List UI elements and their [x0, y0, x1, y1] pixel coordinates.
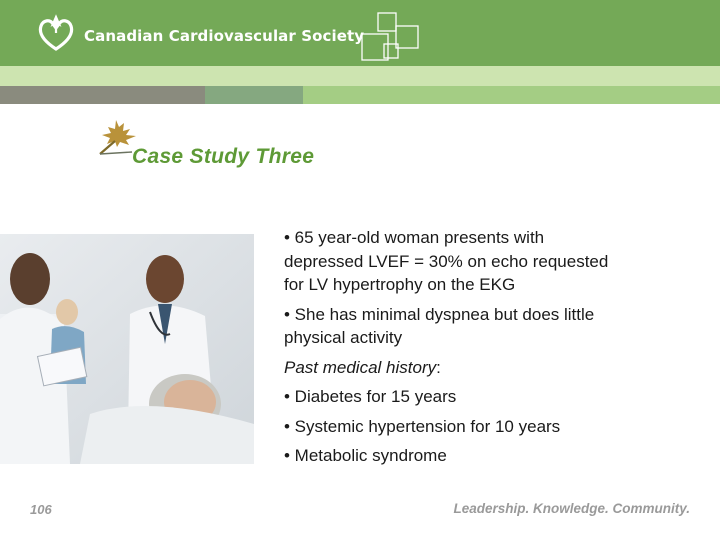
color-bar-gray — [0, 86, 205, 104]
bullet-line: physical activity — [284, 328, 403, 347]
org-name: Canadian Cardiovascular Society — [84, 27, 365, 45]
heart-leaf-logo-icon — [36, 14, 76, 54]
footer-tagline: Leadership. Knowledge. Community. — [453, 501, 690, 516]
overlapping-squares-icon — [356, 10, 426, 64]
header-band — [0, 0, 720, 66]
bullet-line: • Systemic hypertension for 10 years — [284, 416, 561, 436]
bullet-line: • 65 year-old woman presents with — [284, 228, 545, 247]
case-details — [284, 226, 694, 468]
page-number: 106 — [30, 502, 52, 517]
color-bar-sage — [205, 86, 303, 104]
bullet-line: • Metabolic syndrome — [284, 446, 447, 465]
history-heading — [284, 356, 694, 380]
bullet-line: • She has minimal dyspnea but does little — [284, 304, 595, 324]
color-bar-green — [303, 86, 720, 104]
color-bar-row — [0, 86, 720, 104]
history-heading-colon: : — [436, 357, 441, 377]
header-stripe — [0, 66, 720, 86]
bullet-line: • Diabetes for 15 years — [284, 387, 457, 406]
slide-title: Case Study Three — [132, 145, 315, 168]
clinicians-with-patient-photo — [0, 234, 254, 464]
bullet-line: for LV hypertrophy on the EKG — [284, 275, 516, 294]
history-heading-text: Past medical history — [284, 357, 437, 377]
bullet-line: depressed LVEF = 30% on echo requested — [284, 251, 609, 271]
